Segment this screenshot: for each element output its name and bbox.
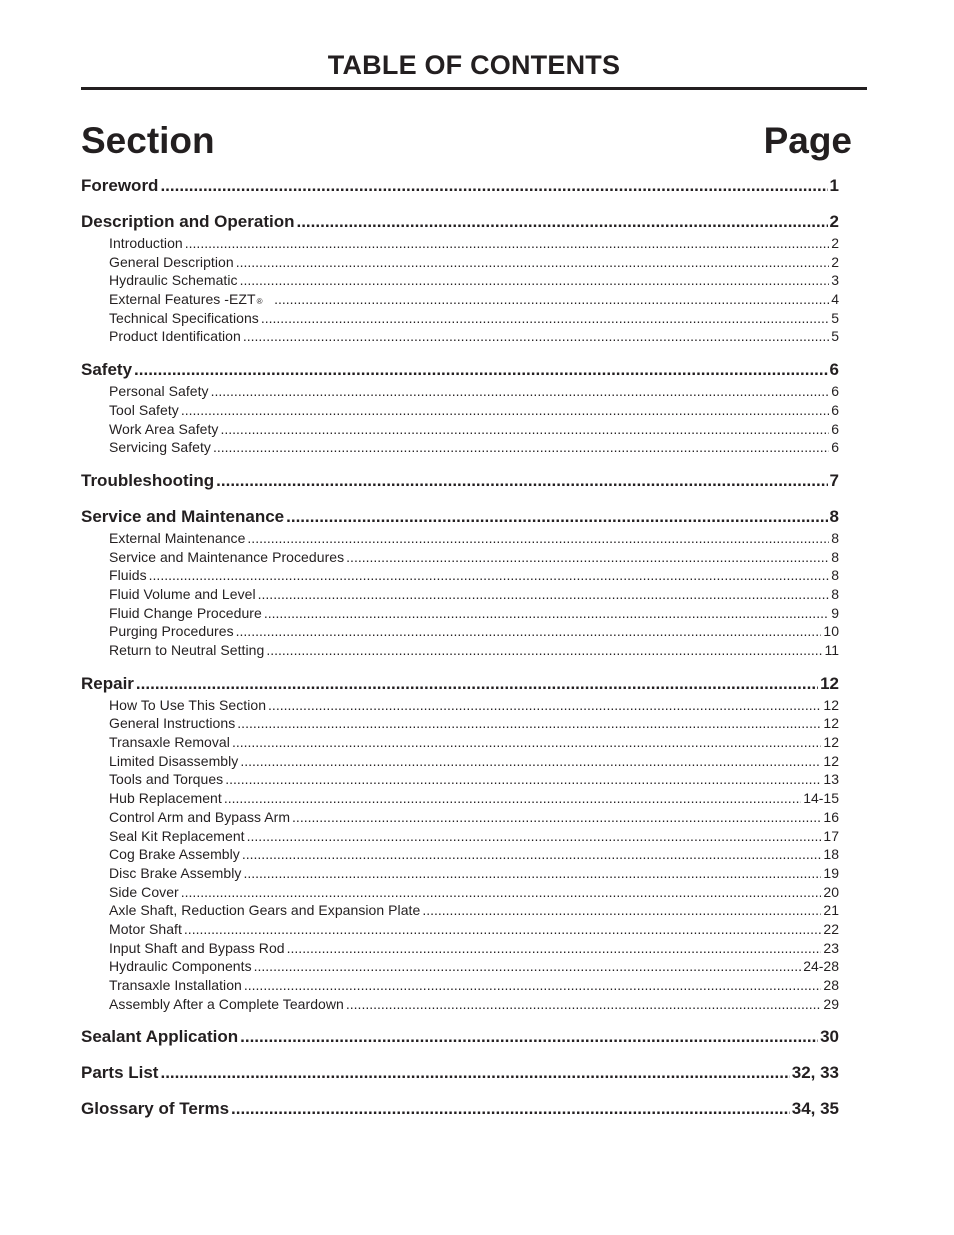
dot-leader [160,174,827,198]
toc-entry-label: How To Use This Section [109,696,267,713]
toc-entry-label: Tools and Torques [109,771,224,788]
toc-entry-page: 13 [823,771,839,788]
dot-leader [225,770,821,789]
toc-entry-label: External Features -EZT [109,291,256,308]
toc-entry-page: 5 [831,309,839,326]
toc-section-label: Description and Operation [81,212,295,231]
dot-leader [231,1097,790,1121]
toc-section-troubleshooting[interactable] [81,469,839,493]
toc-section-safety[interactable] [81,358,839,382]
dot-leader [258,585,830,604]
toc-entry-label: Tool Safety [109,401,179,418]
dot-leader [216,469,827,493]
toc-entry-label: Service and Maintenance Procedures [109,548,345,565]
toc-entry-label: Hydraulic Schematic [109,272,238,289]
toc-entry-hydraulic-schematic[interactable] [81,271,839,290]
toc-entry-hub-replacement[interactable] [81,789,839,808]
toc-section-page: 1 [829,176,839,195]
toc-section-sealant-application[interactable] [81,1025,839,1049]
toc-entry-axle-shaft-reduction-gears-and-expansion-plate[interactable] [81,901,839,920]
toc-entry-page: 17 [823,827,839,844]
toc-entry-page: 10 [823,623,839,640]
toc-entry-page: 8 [831,585,839,602]
toc-entry-fluids[interactable] [81,566,839,585]
toc-entry-external-maintenance[interactable] [81,529,839,548]
toc-section-label: Foreword [81,176,159,195]
dot-leader [240,752,821,771]
toc-entry-general-description[interactable] [81,253,839,272]
toc-entry-page: 12 [823,752,839,769]
toc-entry-label: Work Area Safety [109,420,219,437]
toc-entry-label: Disc Brake Assembly [109,864,242,881]
toc-entry-page: 3 [831,272,839,289]
table-of-contents [81,174,839,1121]
toc-entry-page: 6 [831,420,839,437]
toc-entry-purging-procedures[interactable] [81,622,839,641]
toc-section-label: Troubleshooting [81,470,215,490]
toc-section-page: 30 [820,1027,839,1047]
toc-entry-fluid-volume-and-level[interactable] [81,585,839,604]
toc-section-parts-list[interactable] [81,1061,839,1085]
title-divider [81,87,867,90]
toc-section-page: 12 [820,673,839,693]
toc-entry-page: 21 [823,902,839,919]
section-column-heading: Section [81,120,215,161]
toc-entry-side-cover[interactable] [81,883,839,902]
dot-leader [185,234,829,253]
toc-entry-label: Return to Neutral Setting [109,642,265,658]
toc-entry-page: 14-15 [803,790,839,807]
toc-section-page: 32, 33 [791,1063,839,1083]
dot-leader [243,864,821,883]
toc-entry-disc-brake-assembly[interactable] [81,864,839,883]
toc-entry-general-instructions[interactable] [81,714,839,733]
dot-leader [346,995,822,1014]
dot-leader [213,438,829,457]
toc-entry-page: 23 [823,939,839,956]
dot-leader [240,271,830,290]
toc-entry-label: Hub Replacement [109,790,222,807]
dot-leader [236,622,822,641]
toc-section-page: 7 [829,470,839,490]
toc-entry-external-features-ezt[interactable] [81,290,839,309]
toc-entry-personal-safety[interactable] [81,382,839,401]
dot-leader [149,566,830,585]
toc-entry-motor-shaft[interactable] [81,920,839,939]
toc-entry-assembly-after-a-complete-teardown[interactable] [81,995,839,1014]
dot-leader [211,382,830,401]
toc-section-page: 6 [829,360,839,380]
toc-entry-page: 12 [823,734,839,751]
toc-section-page: 8 [829,506,839,526]
dot-leader [422,901,821,920]
toc-entry-tools-and-torques[interactable] [81,770,839,789]
dot-leader [266,641,822,660]
toc-entry-tool-safety[interactable] [81,401,839,420]
toc-entry-page: 8 [831,567,839,584]
toc-entry-page: 24-28 [803,958,839,975]
toc-entry-label: General Instructions [109,715,236,732]
dot-leader [261,309,829,328]
toc-entry-page: 2 [831,235,839,251]
dot-leader [220,420,829,439]
toc-entry-label: Input Shaft and Bypass Rod [109,939,285,956]
dot-leader [236,253,830,272]
toc-entry-label: Servicing Safety [109,439,211,456]
toc-entry-label: Cog Brake Assembly [109,846,240,863]
toc-entry-hydraulic-components[interactable] [81,957,839,976]
toc-entry-page: 12 [823,696,839,713]
toc-entry-page: 19 [823,864,839,881]
toc-entry-page: 6 [831,439,839,456]
dot-leader [242,845,822,864]
toc-section-label: Repair [81,673,134,693]
toc-section-foreword[interactable] [81,174,839,198]
dot-leader [346,548,829,567]
toc-section-label: Sealant Application [81,1027,239,1047]
toc-entry-label: Side Cover [109,883,179,900]
dot-leader [184,920,822,939]
toc-entry-label: Fluids [109,567,147,584]
toc-entry-label: Assembly After a Complete Teardown [109,995,344,1012]
toc-entry-label: Introduction [109,235,183,251]
toc-entry-label: Fluid Change Procedure [109,604,262,621]
toc-entry-page: 8 [831,529,839,546]
toc-entry-return-to-neutral-setting[interactable] [81,641,839,660]
toc-entry-label: Transaxle Removal [109,734,230,751]
dot-leader [247,529,829,548]
dot-leader [247,827,822,846]
toc-entry-page: 5 [831,328,839,345]
toc-entry-input-shaft-and-bypass-rod[interactable] [81,939,839,958]
dot-leader [237,714,821,733]
toc-entry-technical-specifications[interactable] [81,309,839,328]
toc-entry-label: Motor Shaft [109,920,182,937]
dot-leader [243,327,829,346]
toc-section-label: Service and Maintenance [81,506,285,526]
toc-section-repair[interactable] [81,672,839,696]
dot-leader [240,1025,818,1049]
toc-entry-page: 18 [823,846,839,863]
toc-entry-transaxle-installation[interactable] [81,976,839,995]
toc-entry-page: 22 [823,920,839,937]
dot-leader [286,505,827,529]
toc-entry-control-arm-and-bypass-arm[interactable] [81,808,839,827]
toc-entry-limited-disassembly[interactable] [81,752,839,771]
dot-leader [224,789,801,808]
toc-entry-introduction[interactable] [81,234,839,253]
toc-entry-label: Axle Shaft, Reduction Gears and Expansion Plate [109,902,421,919]
dot-leader [287,939,822,958]
toc-entry-page: 6 [831,401,839,418]
dot-leader [268,696,821,715]
toc-entry-fluid-change-procedure[interactable] [81,604,839,623]
toc-section-glossary-of-terms[interactable] [81,1097,839,1121]
toc-section-label: Glossary of Terms [81,1099,230,1119]
dot-leader [264,604,829,623]
toc-section-page: 34, 35 [791,1099,839,1119]
toc-entry-label: Limited Disassembly [109,752,239,769]
toc-entry-seal-kit-replacement[interactable] [81,827,839,846]
toc-entry-cog-brake-assembly[interactable] [81,845,839,864]
dot-leader [136,672,818,696]
dot-leader [274,290,829,309]
toc-entry-label: External Maintenance [109,529,246,546]
toc-entry-page: 4 [831,291,839,308]
dot-leader [134,358,828,382]
dot-leader [254,957,802,976]
dot-leader [292,808,821,827]
toc-entry-work-area-safety[interactable] [81,420,839,439]
toc-entry-product-identification[interactable] [81,327,839,346]
dot-leader [244,976,822,995]
toc-entry-how-to-use-this-section[interactable] [81,696,839,715]
toc-section-service-and-maintenance[interactable] [81,505,839,529]
toc-entry-page: 29 [823,995,839,1012]
registered-mark: ® [256,297,263,307]
dot-leader [181,401,829,420]
dot-leader [181,883,822,902]
dot-leader [296,210,827,234]
toc-section-description-and-operation[interactable] [81,210,839,234]
toc-entry-page: 9 [831,604,839,621]
toc-entry-label: Personal Safety [109,383,209,400]
toc-entry-label: Product Identification [109,328,241,345]
toc-entry-label: Transaxle Installation [109,977,242,993]
toc-entry-page: 28 [823,977,839,993]
toc-entry-label: Hydraulic Components [109,958,252,975]
toc-entry-label: Seal Kit Replacement [109,827,245,844]
toc-section-label: Safety [81,360,133,380]
toc-entry-page: 16 [823,808,839,825]
toc-entry-label: General Description [109,253,234,270]
toc-section-page: 2 [829,212,839,231]
page-title: TABLE OF CONTENTS [327,50,621,80]
toc-entry-page: 8 [831,548,839,565]
toc-entry-page: 20 [823,883,839,900]
toc-entry-page: 6 [831,383,839,400]
toc-entry-page: 12 [823,715,839,732]
toc-entry-label: Fluid Volume and Level [109,585,256,602]
toc-entry-label: Control Arm and Bypass Arm [109,808,291,825]
dot-leader [160,1061,789,1085]
toc-entry-page: 11 [824,642,839,658]
toc-entry-servicing-safety[interactable] [81,438,839,457]
toc-entry-label: Purging Procedures [109,623,234,640]
page-column-heading: Page [763,120,852,161]
dot-leader [232,733,821,752]
toc-entry-transaxle-removal[interactable] [81,733,839,752]
toc-section-label: Parts List [81,1063,159,1083]
toc-entry-service-and-maintenance-procedures[interactable] [81,548,839,567]
toc-entry-page: 2 [831,253,839,270]
toc-entry-label: Technical Specifications [109,309,259,326]
